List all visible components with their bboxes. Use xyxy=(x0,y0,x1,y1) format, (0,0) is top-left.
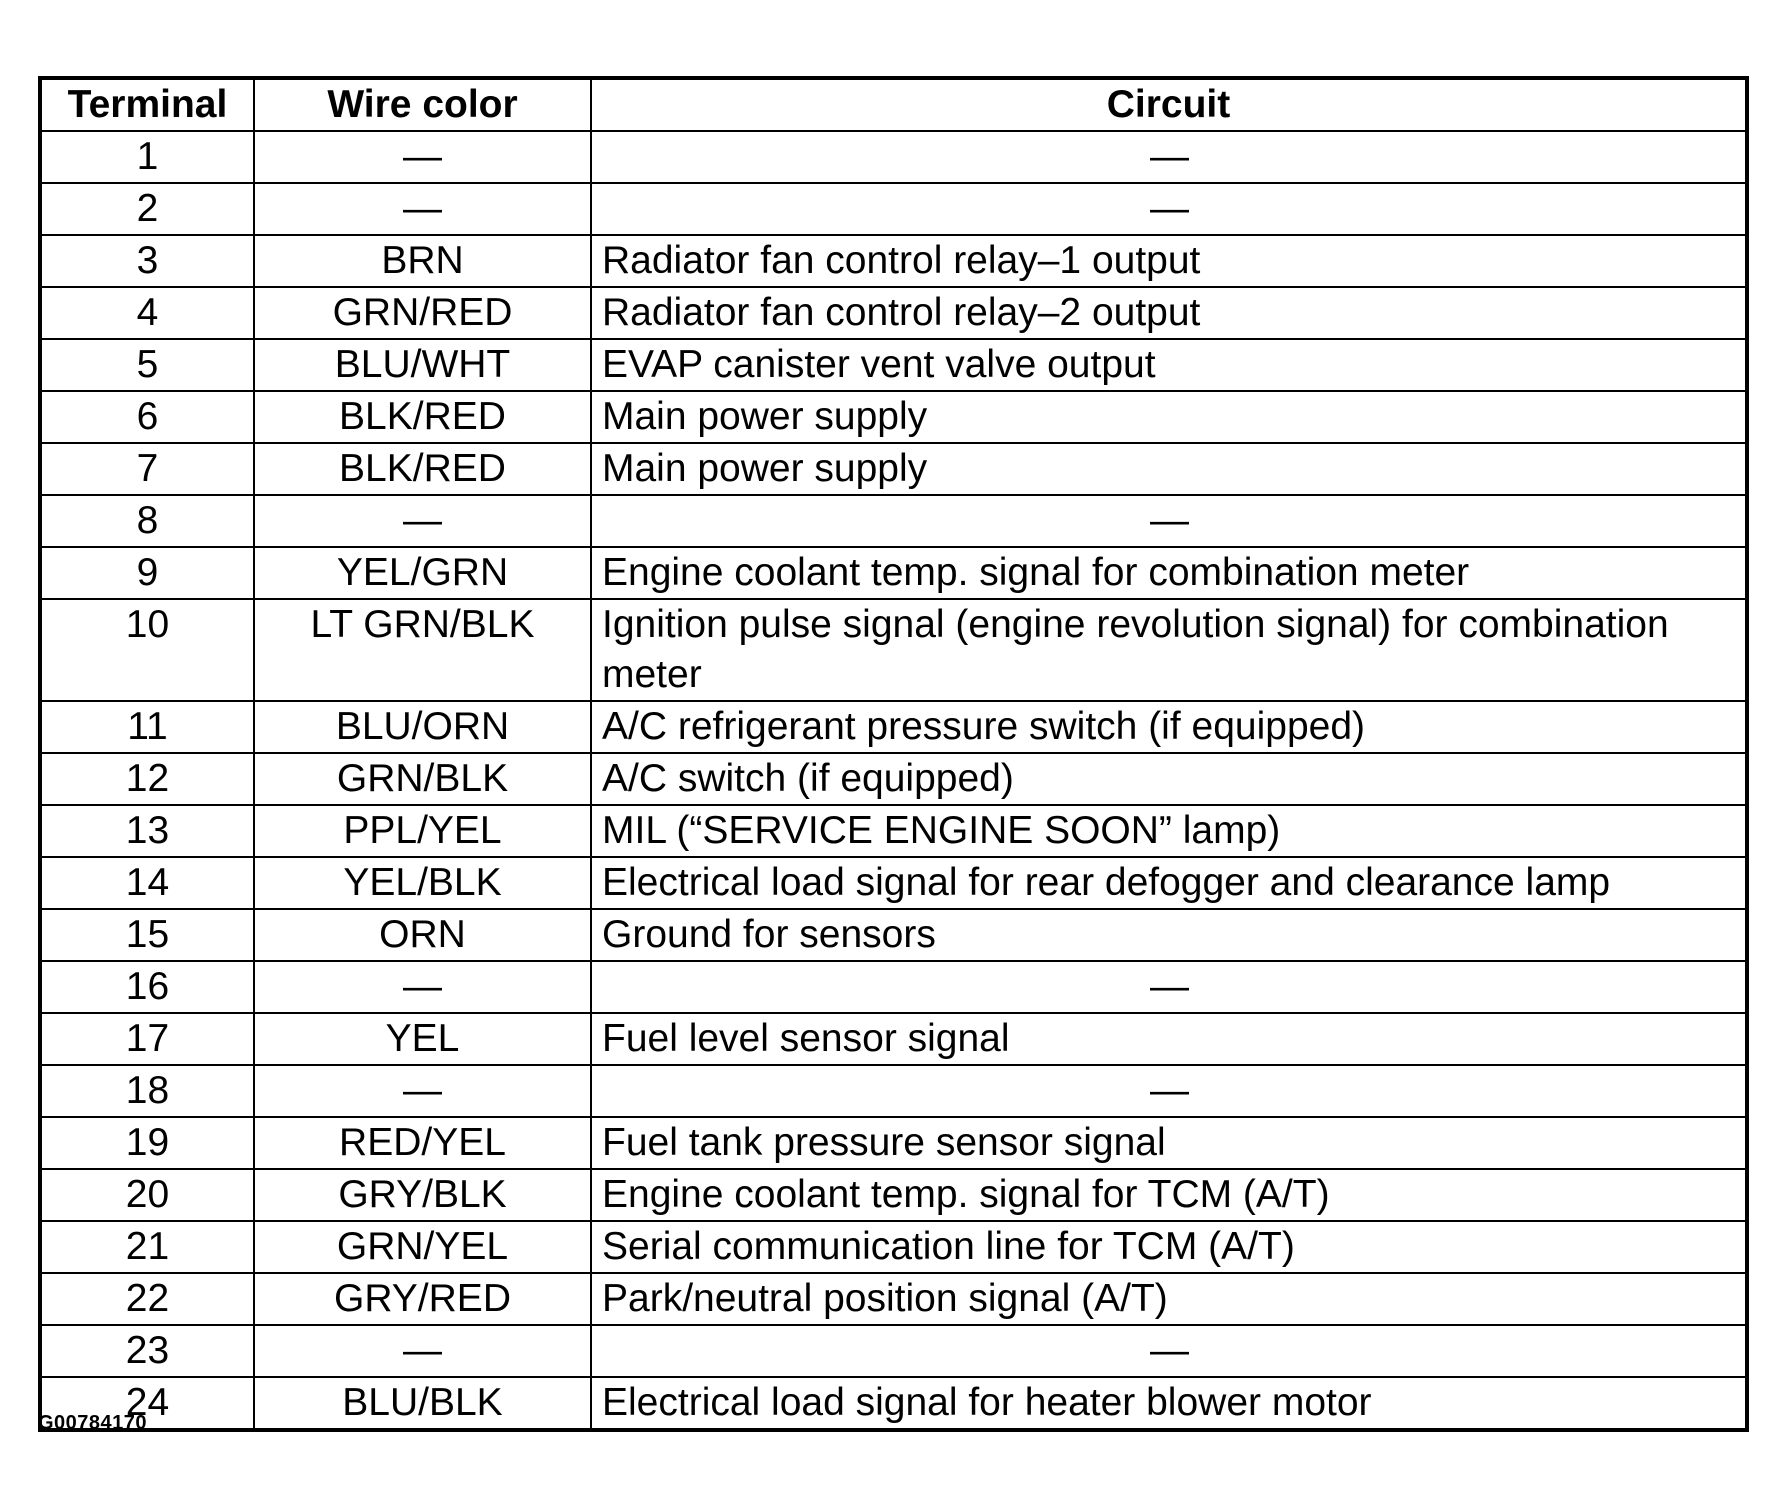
cell-circuit: — xyxy=(591,961,1747,1013)
table-row xyxy=(40,1377,1747,1430)
table-row xyxy=(40,1325,1747,1377)
table-row xyxy=(40,599,1747,701)
cell-wire-color: RED/YEL xyxy=(254,1117,591,1169)
cell-wire-color: BLU/ORN xyxy=(254,701,591,753)
cell-terminal: 15 xyxy=(40,909,254,961)
table-row xyxy=(40,495,1747,547)
header-wire-color: Wire color xyxy=(254,78,591,131)
cell-wire-color: BLU/BLK xyxy=(254,1377,591,1430)
cell-circuit: — xyxy=(591,495,1747,547)
cell-terminal: 11 xyxy=(40,701,254,753)
cell-wire-color: BLU/WHT xyxy=(254,339,591,391)
cell-wire-color: ORN xyxy=(254,909,591,961)
cell-terminal: 12 xyxy=(40,753,254,805)
table-row xyxy=(40,1065,1747,1117)
table-row xyxy=(40,1117,1747,1169)
cell-terminal: 6 xyxy=(40,391,254,443)
cell-terminal: 22 xyxy=(40,1273,254,1325)
cell-circuit: Ignition pulse signal (engine revolution signal) for combination meter xyxy=(591,599,1747,701)
cell-wire-color: GRN/BLK xyxy=(254,753,591,805)
cell-circuit: Engine coolant temp. signal for combination meter xyxy=(591,547,1747,599)
cell-wire-color: GRN/YEL xyxy=(254,1221,591,1273)
cell-circuit: Main power supply xyxy=(591,443,1747,495)
cell-terminal: 5 xyxy=(40,339,254,391)
cell-wire-color: GRY/BLK xyxy=(254,1169,591,1221)
cell-terminal: 23 xyxy=(40,1325,254,1377)
cell-wire-color: — xyxy=(254,1065,591,1117)
cell-wire-color: — xyxy=(254,131,591,183)
cell-wire-color: YEL xyxy=(254,1013,591,1065)
cell-circuit: Electrical load signal for rear defogger and clearance lamp xyxy=(591,857,1747,909)
table-row xyxy=(40,287,1747,339)
header-row xyxy=(40,78,1747,131)
cell-wire-color: YEL/GRN xyxy=(254,547,591,599)
cell-terminal: 4 xyxy=(40,287,254,339)
terminal-table xyxy=(38,76,1749,1432)
cell-wire-color: — xyxy=(254,495,591,547)
cell-circuit: A/C refrigerant pressure switch (if equipped) xyxy=(591,701,1747,753)
header-terminal: Terminal xyxy=(40,78,254,131)
cell-wire-color: YEL/BLK xyxy=(254,857,591,909)
cell-circuit: — xyxy=(591,1325,1747,1377)
cell-terminal: 20 xyxy=(40,1169,254,1221)
cell-circuit: — xyxy=(591,131,1747,183)
cell-circuit: Park/neutral position signal (A/T) xyxy=(591,1273,1747,1325)
table-body xyxy=(40,131,1747,1430)
cell-circuit: Fuel level sensor signal xyxy=(591,1013,1747,1065)
table-row xyxy=(40,443,1747,495)
cell-terminal: 3 xyxy=(40,235,254,287)
cell-wire-color: LT GRN/BLK xyxy=(254,599,591,701)
table-row xyxy=(40,701,1747,753)
cell-circuit: Serial communication line for TCM (A/T) xyxy=(591,1221,1747,1273)
cell-wire-color: — xyxy=(254,1325,591,1377)
cell-circuit: — xyxy=(591,1065,1747,1117)
table-row xyxy=(40,547,1747,599)
cell-terminal: 9 xyxy=(40,547,254,599)
table-row xyxy=(40,1169,1747,1221)
figure-id: G00784170 xyxy=(38,1412,148,1434)
cell-terminal: 13 xyxy=(40,805,254,857)
cell-terminal: 19 xyxy=(40,1117,254,1169)
cell-terminal: 21 xyxy=(40,1221,254,1273)
cell-wire-color: BLK/RED xyxy=(254,443,591,495)
cell-terminal: 17 xyxy=(40,1013,254,1065)
cell-wire-color: — xyxy=(254,961,591,1013)
table-row xyxy=(40,183,1747,235)
table-header xyxy=(40,78,1747,131)
cell-circuit: EVAP canister vent valve output xyxy=(591,339,1747,391)
cell-circuit: Engine coolant temp. signal for TCM (A/T) xyxy=(591,1169,1747,1221)
table-row xyxy=(40,909,1747,961)
cell-terminal: 10 xyxy=(40,599,254,701)
table-row xyxy=(40,857,1747,909)
cell-terminal: 1 xyxy=(40,131,254,183)
table-row xyxy=(40,1013,1747,1065)
table-row xyxy=(40,753,1747,805)
cell-terminal: 7 xyxy=(40,443,254,495)
cell-circuit: A/C switch (if equipped) xyxy=(591,753,1747,805)
table-row xyxy=(40,961,1747,1013)
cell-terminal: 2 xyxy=(40,183,254,235)
table-row xyxy=(40,1273,1747,1325)
cell-wire-color: GRY/RED xyxy=(254,1273,591,1325)
table-row xyxy=(40,805,1747,857)
cell-circuit: Radiator fan control relay–2 output xyxy=(591,287,1747,339)
cell-wire-color: BLK/RED xyxy=(254,391,591,443)
cell-circuit: Fuel tank pressure sensor signal xyxy=(591,1117,1747,1169)
cell-wire-color: PPL/YEL xyxy=(254,805,591,857)
cell-circuit: — xyxy=(591,183,1747,235)
cell-terminal: 14 xyxy=(40,857,254,909)
cell-terminal: 8 xyxy=(40,495,254,547)
header-circuit: Circuit xyxy=(591,78,1747,131)
cell-circuit: Main power supply xyxy=(591,391,1747,443)
cell-circuit: Electrical load signal for heater blower motor xyxy=(591,1377,1747,1430)
cell-terminal: 18 xyxy=(40,1065,254,1117)
cell-circuit: Ground for sensors xyxy=(591,909,1747,961)
table-row xyxy=(40,235,1747,287)
cell-circuit: Radiator fan control relay–1 output xyxy=(591,235,1747,287)
table-row xyxy=(40,339,1747,391)
cell-wire-color: GRN/RED xyxy=(254,287,591,339)
table-row xyxy=(40,131,1747,183)
cell-terminal: 24 xyxy=(40,1377,254,1430)
cell-terminal: 16 xyxy=(40,961,254,1013)
cell-wire-color: — xyxy=(254,183,591,235)
table-row xyxy=(40,1221,1747,1273)
cell-circuit: MIL (“SERVICE ENGINE SOON” lamp) xyxy=(591,805,1747,857)
table-row xyxy=(40,391,1747,443)
cell-wire-color: BRN xyxy=(254,235,591,287)
